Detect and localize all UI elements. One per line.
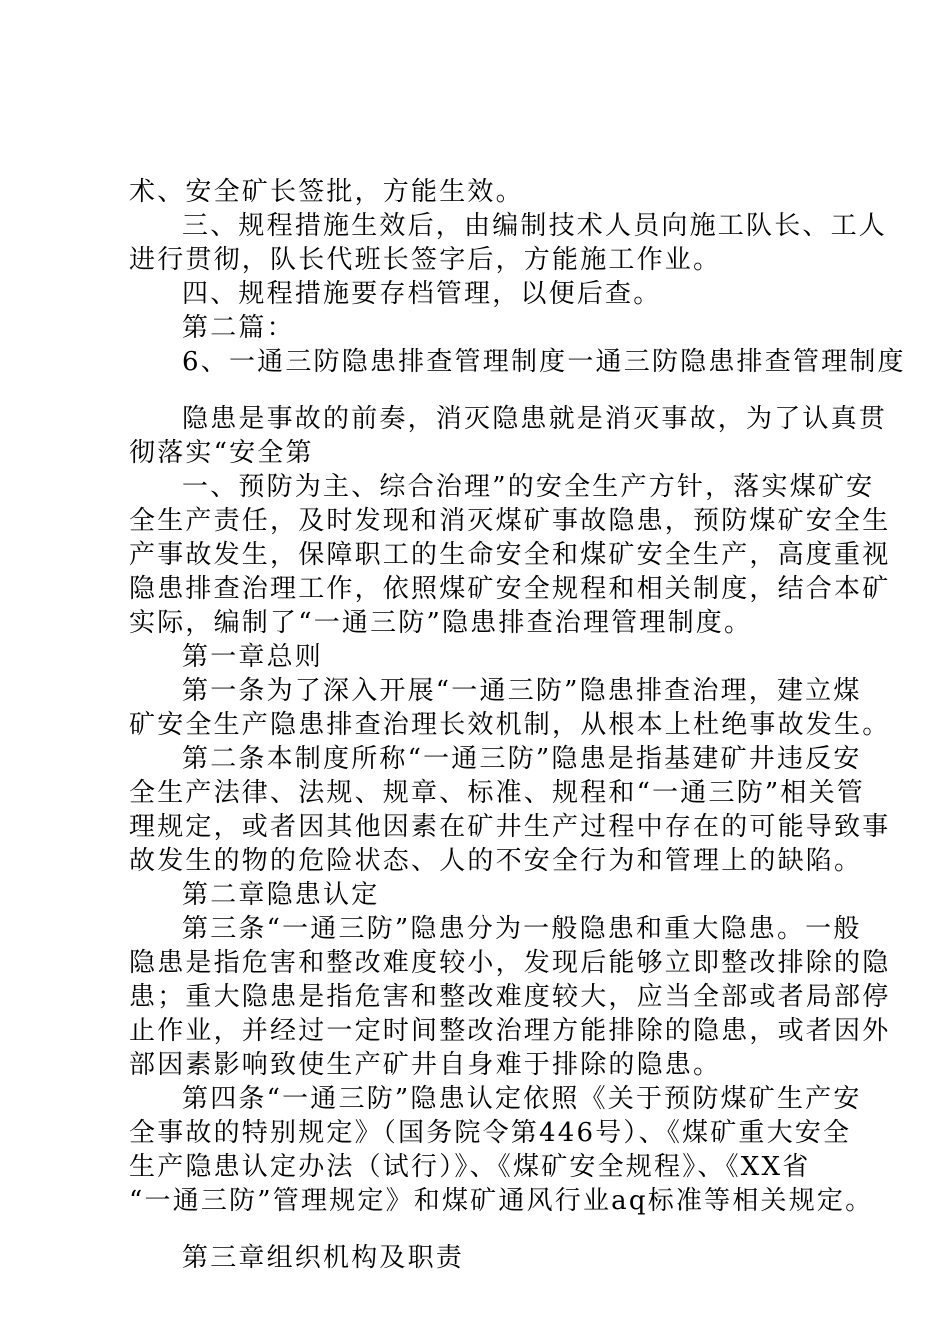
text-line: 术、安全矿长签批，方能生效。 [129, 177, 524, 207]
text-line: 第一条为了深入开展“一通三防”隐患排查治理，建立煤 [182, 676, 862, 706]
text-line: “一通三防”管理规定》和煤矿通风行业aq标准等相关规定。 [129, 1186, 874, 1216]
text-line: 隐患排查治理工作，依照煤矿安全规程和相关制度，结合本矿 [129, 574, 891, 604]
text-line: 矿安全生产隐患排查治理长效机制，从根本上杜绝事故发生。 [129, 710, 891, 740]
text-line: 彻落实“安全第 [129, 438, 314, 468]
text-line: 第二条本制度所称“一通三防”隐患是指基建矿井违反安 [182, 744, 862, 774]
text-line: 隐患是事故的前奏，消灭隐患就是消灭事故，为了认真贯 [182, 404, 888, 434]
text-line: 隐患是指危害和整改难度较小，发现后能够立即整改排除的隐 [129, 948, 891, 978]
text-line: 四、规程措施要存档管理，以便后查。 [182, 279, 662, 309]
text-line: 实际，编制了“一通三防”隐患排查治理管理制度。 [129, 608, 753, 638]
document-title: 6、一通三防隐患排查管理制度一通三防隐患排查管理制度 [182, 347, 906, 377]
text-line: 理规定，或者因其他因素在矿井生产过程中存在的可能导致事 [129, 812, 891, 842]
text-line: 患；重大隐患是指危害和整改难度较大，应当全部或者局部停 [129, 982, 891, 1012]
text-line: 部因素影响致使生产矿井自身难于排除的隐患。 [129, 1050, 722, 1080]
chapter-heading: 第一章总则 [182, 642, 324, 672]
text-line: 三、规程措施生效后，由编制技术人员向施工队长、工人 [182, 211, 888, 241]
text-line: 全生产责任，及时发现和消灭煤矿事故隐患，预防煤矿安全生 [129, 506, 891, 536]
chapter-heading: 第三章组织机构及职责 [182, 1243, 465, 1273]
section-heading: 第二篇： [182, 313, 295, 343]
text-line: 产事故发生，保障职工的生命安全和煤矿安全生产，高度重视 [129, 540, 891, 570]
chapter-heading: 第二章隐患认定 [182, 880, 380, 910]
text-line: 一、预防为主、综合治理”的安全生产方针，落实煤矿安 [182, 472, 875, 502]
text-line: 生产隐患认定办法（试行）》、《煤矿安全规程》、《XX省 [129, 1152, 811, 1182]
text-line: 全事故的特别规定》（国务院令第446号）、《煤矿重大安全 [129, 1118, 852, 1148]
text-line: 进行贯彻，队长代班长签字后，方能施工作业。 [129, 245, 722, 275]
text-line: 止作业，并经过一定时间整改治理方能排除的隐患，或者因外 [129, 1016, 891, 1046]
text-line: 全生产法律、法规、规章、标准、规程和“一通三防”相关管 [129, 778, 865, 808]
text-line: 第四条“一通三防”隐患认定依照《关于预防煤矿生产安 [182, 1084, 862, 1114]
text-line: 故发生的物的危险状态、人的不安全行为和管理上的缺陷。 [129, 846, 863, 876]
text-line: 第三条“一通三防”隐患分为一般隐患和重大隐患。一般 [182, 914, 862, 944]
